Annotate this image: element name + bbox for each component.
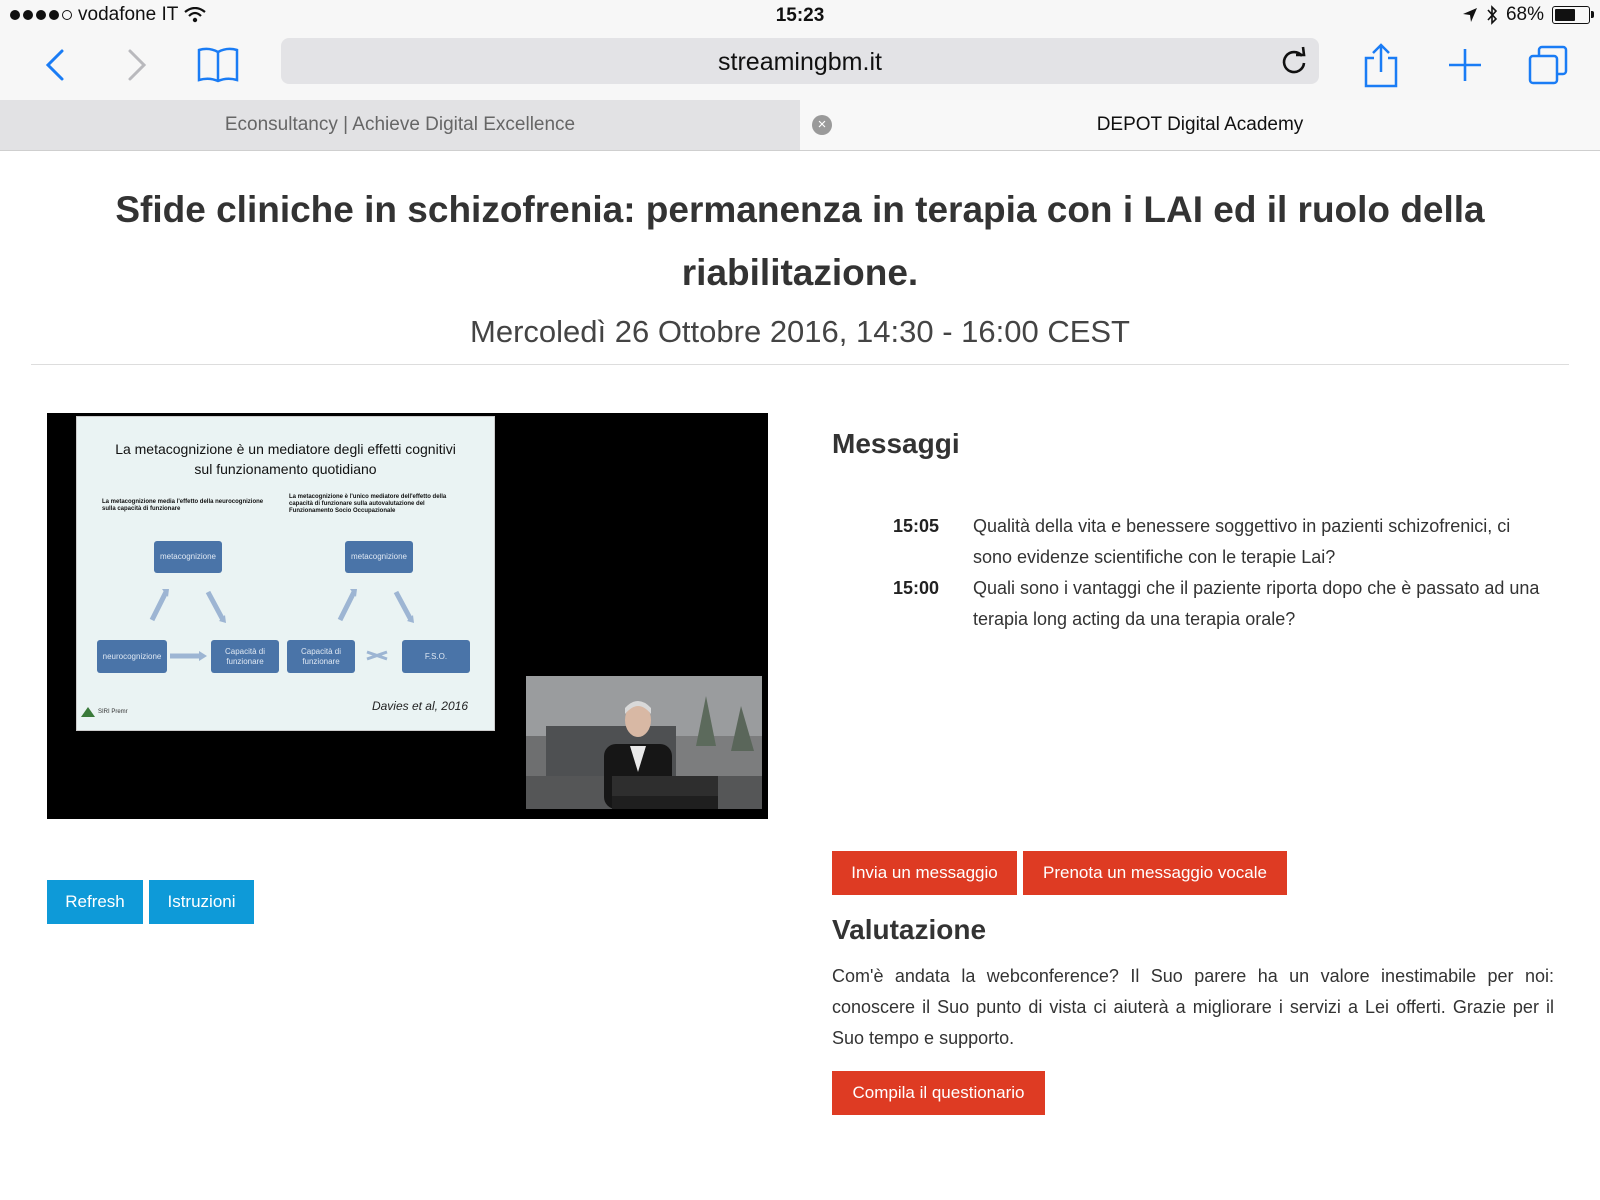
slide-logo-text: SIRI Premr <box>98 709 128 715</box>
slide-box-metacognizione-right: metacognizione <box>345 541 413 573</box>
questionnaire-button[interactable]: Compila il questionario <box>832 1071 1045 1115</box>
back-button[interactable] <box>30 40 80 90</box>
clock: 15:23 <box>775 5 825 26</box>
valutazione-heading: Valutazione <box>832 914 987 945</box>
slide-box-capacita-left: Capacità di funzionare <box>211 640 279 673</box>
tabs-icon <box>1527 44 1569 86</box>
battery-percent: 68% <box>1505 4 1544 25</box>
carrier-label: vodafone IT <box>78 4 179 25</box>
event-date: Mercoledì 26 Ottobre 2016, 14:30 - 16:00 CEST <box>470 314 1130 349</box>
browser-tab-bar <box>0 100 1600 151</box>
messages-heading: Messaggi <box>832 428 960 459</box>
slide-logo <box>81 707 128 717</box>
slide-citation: Davies et al, 2016 <box>371 699 468 713</box>
message-time: 15:05 <box>893 516 940 536</box>
slide-title-line2: sul funzionamento quotidiano <box>194 461 377 477</box>
valutazione-text: Com'è andata la webconference? Il Suo parere ha un valore inestimabile per noi: conoscere il Suo punto di vista ci aiuterà a migliorare i servizi a Lei offerti. Grazie per il Suo tempo e supporto. <box>832 966 1554 1048</box>
refresh-button[interactable]: Refresh <box>47 880 143 924</box>
reload-icon[interactable] <box>1279 46 1309 76</box>
bluetooth-icon <box>1486 5 1498 25</box>
message-time: 15:00 <box>893 578 940 598</box>
share-icon <box>1363 42 1399 88</box>
battery-fill <box>1555 9 1575 21</box>
new-tab-button[interactable] <box>1440 40 1490 90</box>
battery-icon <box>1552 6 1590 24</box>
status-right <box>1462 4 1590 26</box>
divider <box>31 364 1569 365</box>
slide-box-metacognizione-left: metacognizione <box>154 541 222 573</box>
tab-econsultancy[interactable] <box>0 100 800 150</box>
send-message-button[interactable]: Invia un messaggio <box>832 851 1017 895</box>
speaker-image <box>526 676 762 809</box>
book-voice-message-button[interactable]: Prenota un messaggio vocale <box>1023 851 1287 895</box>
page-title: Sfide cliniche in schizofrenia: permanenza in terapia con i LAI ed il ruolo della riabilitazione. <box>115 189 1485 293</box>
slide-left-subtitle: La metacognizione media l'effetto della neurocognizione sulla capacità di funzionare <box>102 499 264 512</box>
forward-button[interactable] <box>112 40 162 90</box>
triangle-logo-icon <box>81 707 95 717</box>
tab-depot-digital-academy[interactable] <box>800 100 1600 150</box>
tabs-overview-button[interactable] <box>1523 40 1573 90</box>
presentation-slide <box>76 416 495 731</box>
video-player[interactable] <box>47 413 768 819</box>
tab-label: Econsultancy | Achieve Digital Excellence <box>224 114 576 135</box>
browser-toolbar <box>0 32 1600 100</box>
chevron-right-icon <box>125 48 149 82</box>
tab-label: DEPOT Digital Academy <box>1096 114 1304 135</box>
close-tab-icon[interactable]: × <box>812 115 832 135</box>
status-bar <box>0 0 1600 32</box>
slide-box-neurocognizione: neurocognizione <box>97 640 167 673</box>
message-text: Quali sono i vantaggi che il paziente riporta dopo che è passato ad una terapia long acting da una terapia orale? <box>973 578 1540 629</box>
slide-right-subtitle: La metacognizione è l'unico mediatore dell'effetto della capacità di funzionare sulla autovalutazione del Funzionamento Socio Occupazionale <box>289 494 447 514</box>
slide-arrows <box>77 417 494 730</box>
slide-box-capacita-right: Capacità di funzionare <box>287 640 355 673</box>
slide-box-fso: F.S.O. <box>402 640 470 673</box>
bookmarks-button[interactable] <box>193 40 243 90</box>
address-bar[interactable] <box>281 38 1319 84</box>
url-text: streamingbm.it <box>718 48 882 76</box>
message-text: Qualità della vita e benessere soggettivo in pazienti schizofrenici, ci sono evidenze scientifiche con le terapie Lai? <box>973 516 1511 567</box>
book-icon <box>196 46 240 84</box>
istruzioni-button[interactable]: Istruzioni <box>149 880 254 924</box>
message-item <box>893 573 1543 635</box>
location-arrow-icon <box>1462 7 1478 23</box>
message-item <box>893 511 1543 573</box>
share-button[interactable] <box>1356 40 1406 90</box>
plus-icon <box>1447 47 1483 83</box>
slide-title-line1: La metacognizione è un mediatore degli effetti cognitivi <box>115 441 456 457</box>
chevron-left-icon <box>43 48 67 82</box>
speaker-camera-view <box>526 676 762 809</box>
